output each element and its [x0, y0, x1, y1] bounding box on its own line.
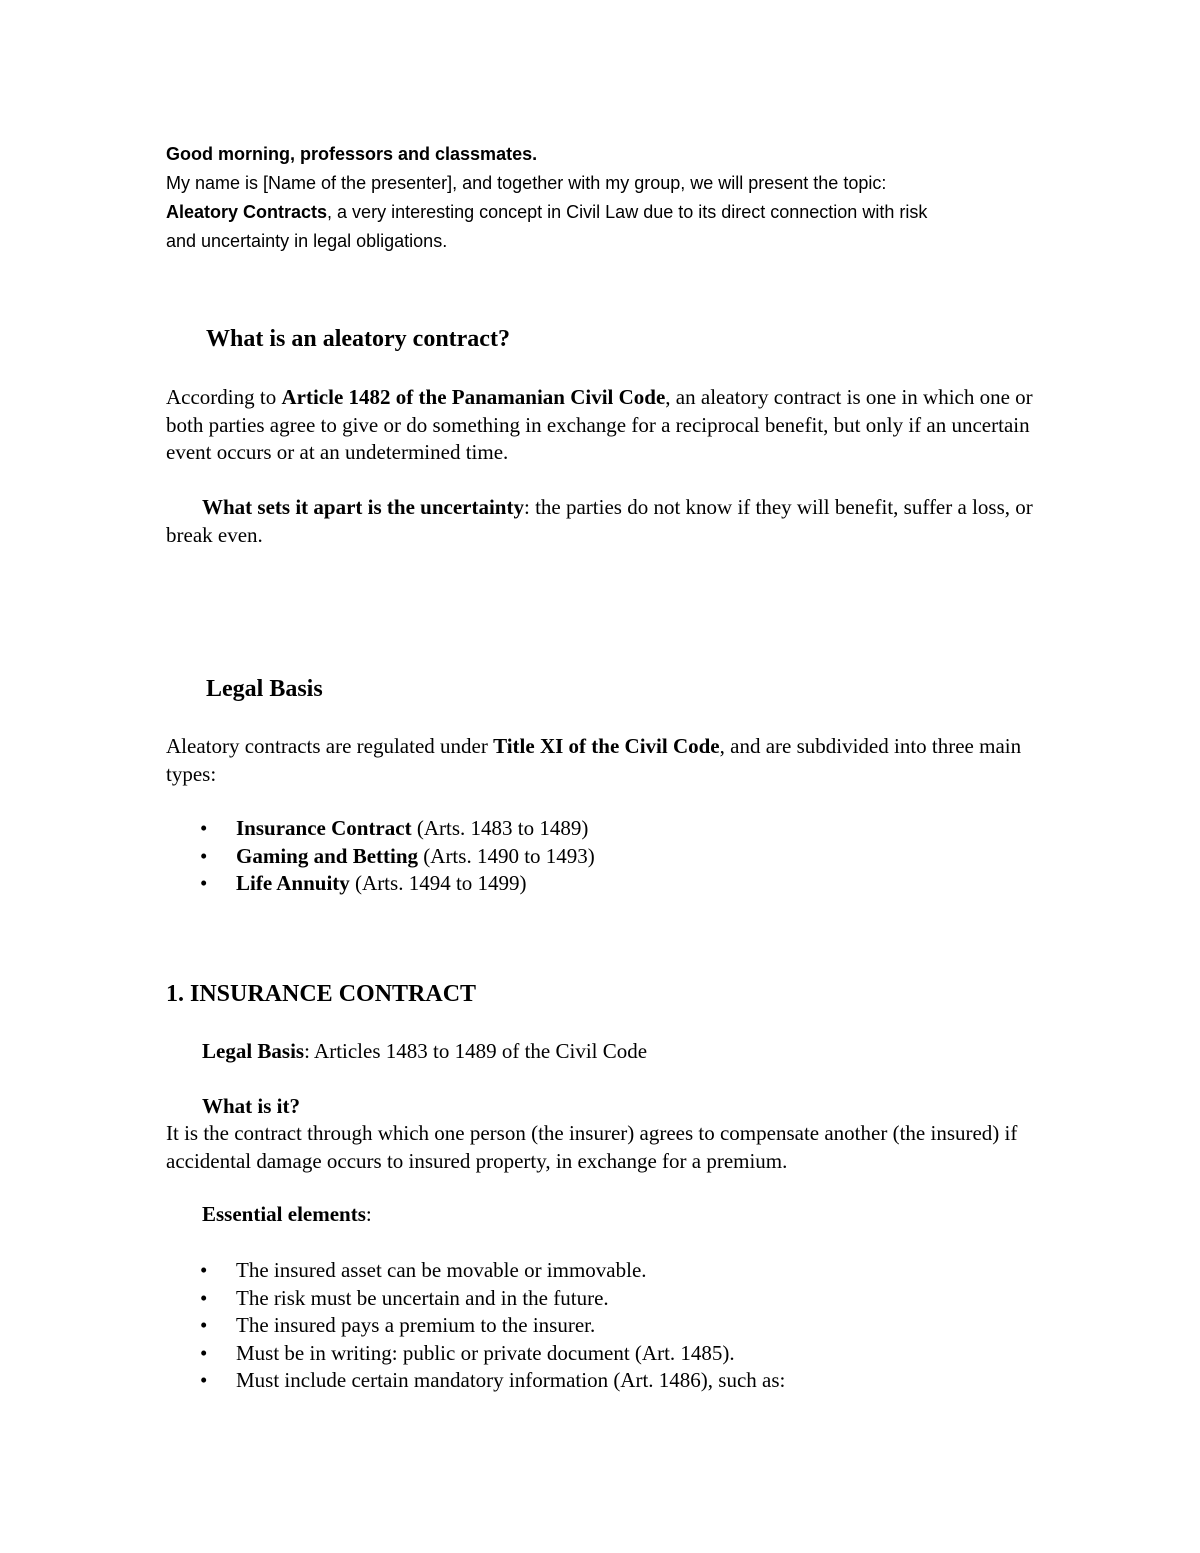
type-articles: (Arts. 1490 to 1493): [418, 843, 595, 868]
intro-line-rest: , a very interesting concept in Civil Law due to its direct connection with risk: [327, 202, 928, 222]
text-span: :: [365, 1202, 372, 1226]
text-span: : Articles 1483 to 1489 of the Civil Code: [304, 1039, 648, 1063]
bullet-icon: •: [200, 1285, 208, 1310]
element-text: Must be in writing: public or private document (Art. 1485).: [236, 1340, 735, 1365]
intro-topic-line: [166, 198, 1046, 227]
type-articles: (Arts. 1494 to 1499): [349, 871, 527, 895]
type-name: Life Annuity: [236, 871, 350, 895]
intro-line: My name is [Name of the presenter], and together with my group, we will present the topic:: [166, 173, 887, 193]
list-item: [166, 843, 595, 871]
what-is-it-label: What is it?: [202, 1094, 301, 1118]
list-item: [166, 1285, 785, 1313]
list-item: [166, 1312, 785, 1340]
text-span: According to: [166, 385, 282, 409]
title-ref: Title XI of the Civil Code: [493, 734, 720, 758]
label: Essential elements: [202, 1202, 366, 1226]
bullet-icon: •: [200, 1340, 208, 1365]
list-item: [166, 1257, 785, 1285]
bullet-icon: •: [200, 843, 208, 868]
essential-elements-list: [166, 1257, 785, 1395]
heading-what-is: What is an aleatory contract?: [206, 326, 510, 352]
element-text: Must include certain mandatory information (Art. 1486), such as:: [236, 1368, 786, 1392]
essential-elements-label: [202, 1201, 372, 1229]
bullet-icon: •: [200, 871, 208, 895]
type-name: Insurance Contract: [236, 816, 412, 840]
heading-legal-basis: Legal Basis: [206, 676, 323, 702]
list-item: [166, 870, 595, 898]
uncertainty-paragraph: [166, 494, 1046, 549]
bullet-icon: •: [200, 1258, 208, 1282]
bullet-icon: •: [200, 816, 208, 840]
heading-insurance-contract: 1. INSURANCE CONTRACT: [166, 981, 477, 1007]
list-item: [166, 1340, 785, 1368]
label: Legal Basis: [202, 1039, 305, 1063]
intro-block: [166, 140, 1046, 256]
element-text: The risk must be uncertain and in the future.: [236, 1285, 609, 1310]
type-name: Gaming and Betting: [236, 843, 419, 868]
text-span: : the parties do not know if they will benefit, suffer a loss, or break even.: [166, 495, 1033, 547]
text-span: Aleatory contracts are regulated under: [166, 734, 494, 758]
insurance-definition: It is the contract through which one person (the insurer) agrees to compensate another (the insured) if accidental damage occurs to insured property, in exchange for a premium.: [166, 1121, 1018, 1173]
insurance-legal-basis: [202, 1038, 647, 1066]
text-span: , an aleatory contract is one in which one or both parties agree to give or do something in exchange for a reciprocal benefit, but only if an uncertain event occurs or at an undetermined time.: [166, 385, 1033, 464]
bullet-icon: •: [200, 1313, 208, 1337]
contract-types-list: [166, 815, 595, 898]
list-item: [166, 1367, 785, 1395]
definition-paragraph: [166, 384, 1046, 467]
bullet-icon: •: [200, 1368, 208, 1392]
legal-basis-paragraph: [166, 733, 1046, 788]
topic-name: Aleatory Contracts: [166, 202, 328, 222]
article-ref: Article 1482 of the Panamanian Civil Code: [281, 385, 666, 409]
element-text: The insured asset can be movable or immovable.: [236, 1258, 647, 1282]
intro-line-end: and uncertainty in legal obligations.: [166, 231, 448, 251]
greeting: Good morning, professors and classmates.: [166, 144, 538, 164]
text-span: , and are subdivided into three main types:: [166, 734, 1022, 786]
list-item: [166, 815, 595, 843]
type-articles: (Arts. 1483 to 1489): [411, 816, 589, 840]
uncertainty-emphasis: What sets it apart is the uncertainty: [202, 495, 524, 519]
element-text: The insured pays a premium to the insurer.: [236, 1313, 596, 1337]
